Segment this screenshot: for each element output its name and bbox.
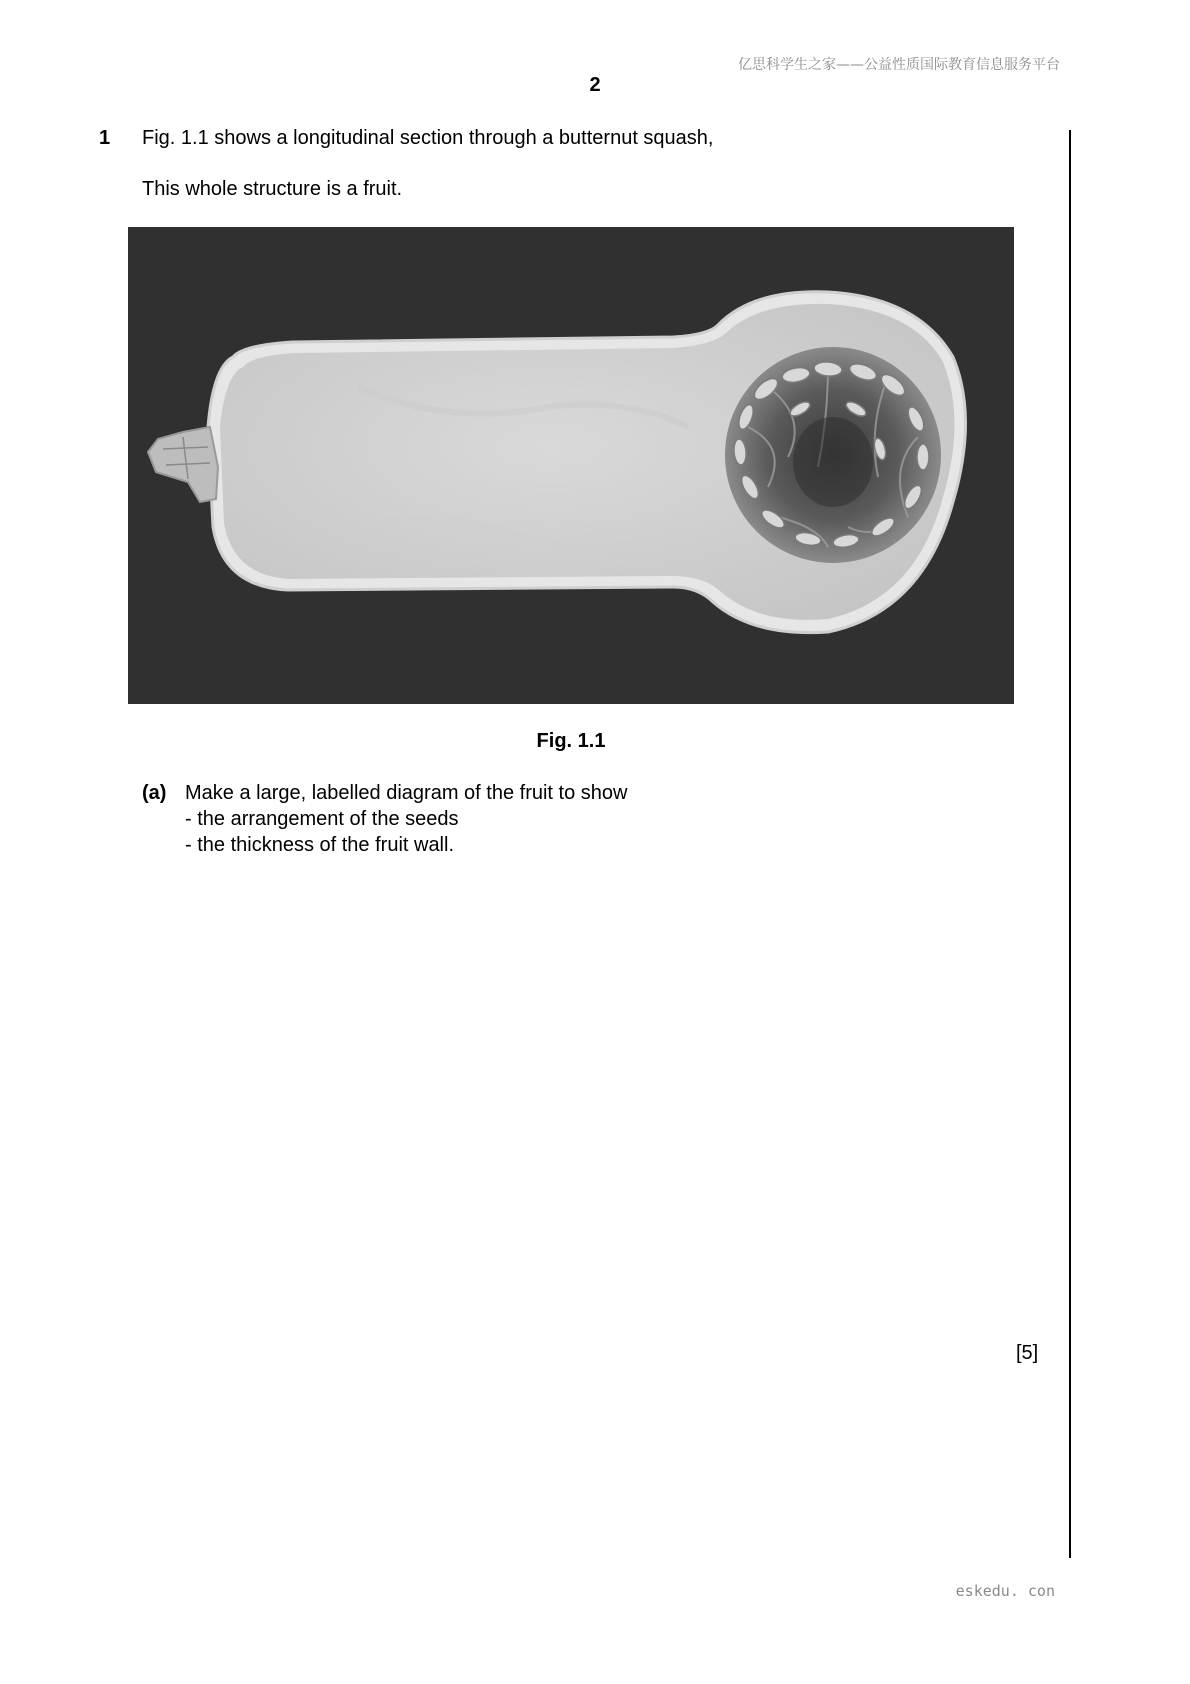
page-number: 2 — [589, 74, 601, 96]
header-watermark: 亿思科学生之家——公益性质国际教育信息服务平台 — [738, 57, 1060, 73]
part-a-instruction: Make a large, labelled diagram of the fruit to show — [185, 782, 628, 804]
footer-watermark: eskedu. con — [955, 1582, 1055, 1600]
part-a-bullet-seeds: - the arrangement of the seeds — [185, 808, 459, 830]
margin-rule — [1069, 130, 1071, 1558]
part-a-label: (a) — [142, 782, 167, 804]
figure-caption: Fig. 1.1 — [536, 730, 606, 752]
question-number: 1 — [99, 127, 111, 149]
question-intro: Fig. 1.1 shows a longitudinal section through a butternut squash, — [142, 127, 714, 149]
marks-allocation: [5] — [1016, 1342, 1039, 1364]
question-statement: This whole structure is a fruit. — [142, 178, 403, 200]
part-a-bullet-wall: - the thickness of the fruit wall. — [185, 834, 455, 856]
squash-section-photo — [128, 227, 1014, 704]
